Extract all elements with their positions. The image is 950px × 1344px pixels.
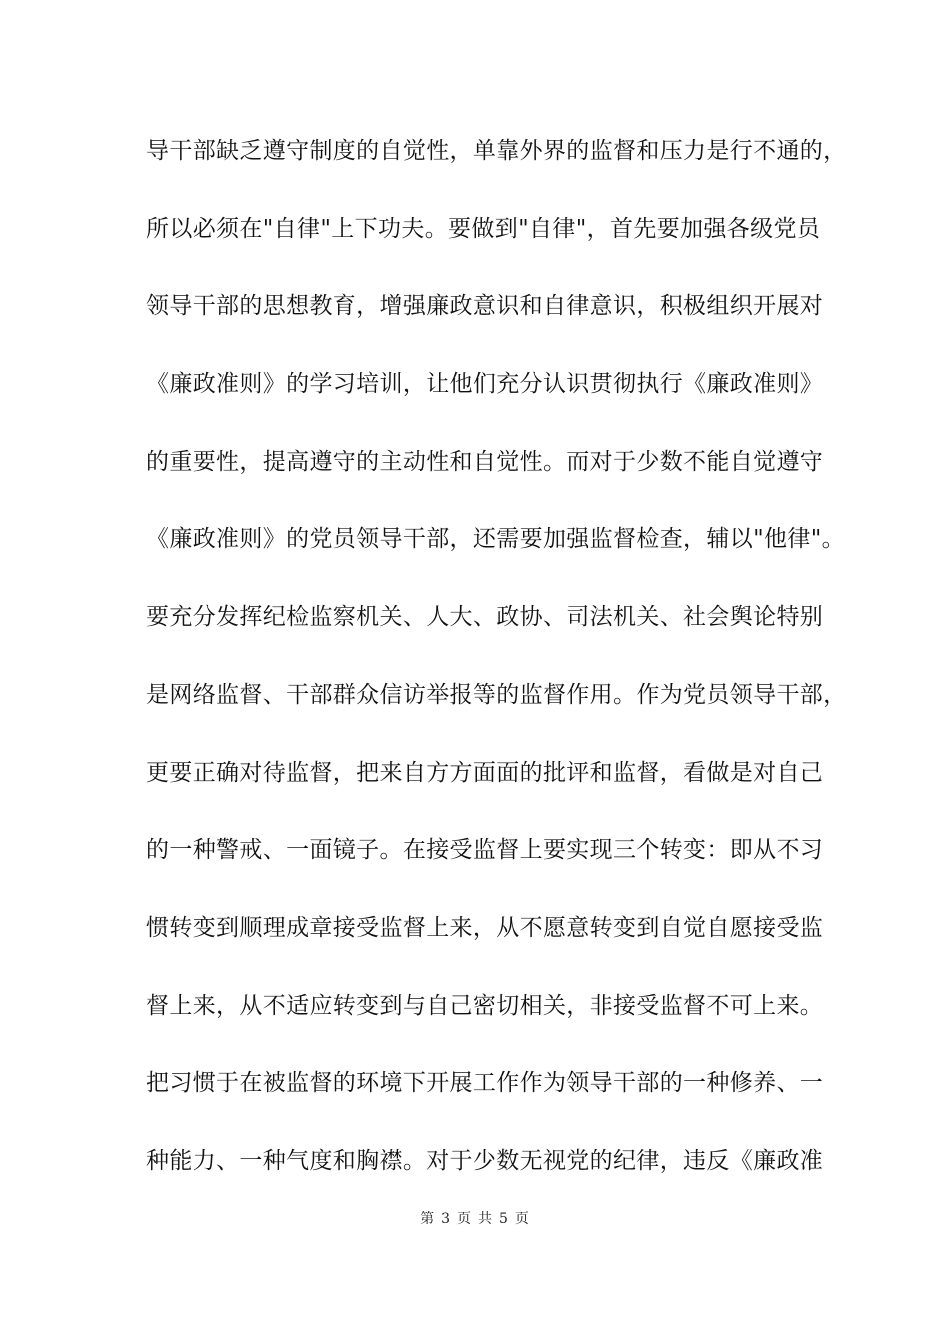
text-line: 督上来，从不适应转变到与自己密切相关，非接受监督不可上来。	[146, 992, 824, 1019]
text-line: 《廉政准则》的党员领导干部，还需要加强监督检查，辅以"他律"。	[146, 526, 846, 553]
text-line: 把习惯于在被监督的环境下开展工作作为领导干部的一种修养、一	[146, 1070, 824, 1097]
total-suffix: 页	[514, 1211, 530, 1227]
text-line: 导干部缺乏遵守制度的自觉性，单靠外界的监督和压力是行不通的，	[146, 138, 847, 164]
text-line: 要充分发挥纪检监察机关、人大、政协、司法机关、社会舆论特别	[146, 604, 824, 631]
text-line: 种能力、一种气度和胸襟。对于少数无视党的纪律，违反《廉政准	[146, 1147, 824, 1174]
total-page-number: 5	[499, 1211, 509, 1227]
total-prefix: 共	[478, 1211, 493, 1227]
page-word: 页	[457, 1211, 472, 1227]
text-line: 惯转变到顺理成章接受监督上来，从不愿意转变到自觉自愿接受监	[146, 914, 824, 941]
document-body	[146, 128, 847, 1216]
current-page-number: 3	[441, 1211, 451, 1227]
text-line: 的一种警戒、一面镜子。在接受监督上要实现三个转变：即从不习	[146, 837, 824, 864]
text-line: 是网络监督、干部群众信访举报等的监督作用。作为党员领导干部，	[146, 681, 847, 708]
page-prefix: 第	[420, 1211, 436, 1227]
text-line: 《廉政准则》的学习培训，让他们充分认识贯彻执行《廉政准则》	[146, 371, 824, 398]
text-line: 领导干部的思想教育，增强廉政意识和自律意识，积极组织开展对	[146, 293, 824, 320]
page-number-footer	[0, 1208, 950, 1228]
text-line: 所以必须在"自律"上下功夫。要做到"自律"，首先要加强各级党员	[146, 215, 821, 242]
text-line: 的重要性，提高遵守的主动性和自觉性。而对于少数不能自觉遵守	[146, 448, 824, 475]
text-line: 更要正确对待监督，把来自方方面面的批评和监督，看做是对自己	[146, 759, 824, 786]
